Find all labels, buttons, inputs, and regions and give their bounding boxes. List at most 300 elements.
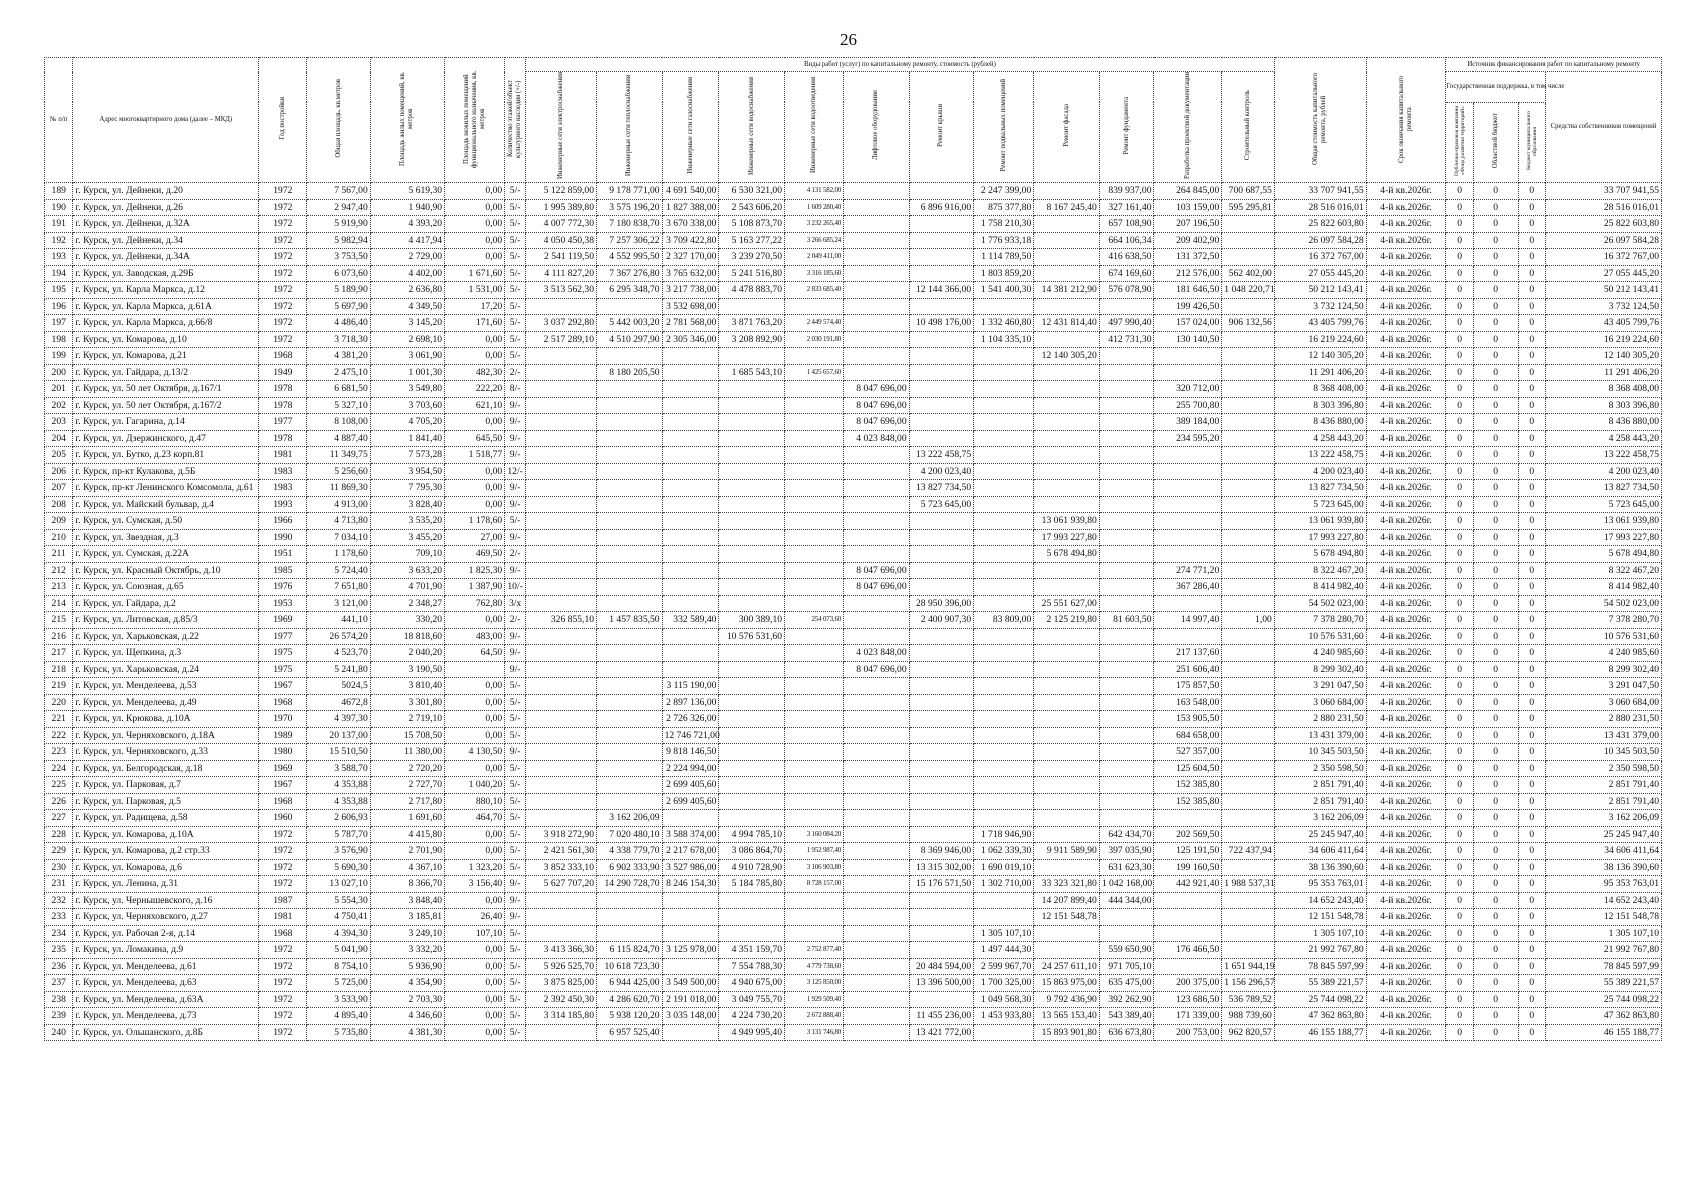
row-water: 4 940 675,00 xyxy=(719,975,785,992)
row-total: 3 060 684,00 xyxy=(1274,694,1366,711)
row-total-area: 3 753,50 xyxy=(307,249,370,266)
row-basement: 2 599 967,70 xyxy=(974,958,1034,975)
row-water: 4 478 883,70 xyxy=(719,282,785,299)
capital-repair-table xyxy=(44,57,1662,1041)
row-address: г. Курск, ул. Ломакина, д.9 xyxy=(73,942,259,959)
row-control xyxy=(1222,595,1275,612)
row-power: 4 111 827,20 xyxy=(525,265,596,282)
row-design xyxy=(1154,925,1222,942)
row-term: 4-й кв.2026г. xyxy=(1366,249,1446,266)
row-fund: 0 xyxy=(1446,727,1473,744)
row-address: г. Курск, ул. Менделеева, д.53 xyxy=(73,678,259,695)
row-regional: 0 xyxy=(1473,942,1518,959)
table-row xyxy=(45,1008,1662,1025)
row-control xyxy=(1222,760,1275,777)
row-roof xyxy=(909,513,973,530)
row-control: 906 132,56 xyxy=(1222,315,1275,332)
row-heat xyxy=(597,628,663,645)
row-total: 8 299 302,40 xyxy=(1274,661,1366,678)
table-row xyxy=(45,232,1662,249)
row-facade xyxy=(1034,744,1100,761)
row-heat: 14 290 728,70 xyxy=(597,876,663,893)
row-facade: 12 140 305,20 xyxy=(1034,348,1100,365)
row-year: 1985 xyxy=(259,562,307,579)
row-owners: 5 678 494,80 xyxy=(1545,546,1661,563)
row-living-area: 3 249,10 xyxy=(370,925,444,942)
row-water xyxy=(719,925,785,942)
row-regional: 0 xyxy=(1473,793,1518,810)
row-roof: 5 723 645,00 xyxy=(909,496,973,513)
row-sewer: 2 049 411,00 xyxy=(785,249,844,266)
row-term: 4-й кв.2026г. xyxy=(1366,1024,1446,1041)
row-regional: 0 xyxy=(1473,216,1518,233)
row-design: 251 606,40 xyxy=(1154,661,1222,678)
row-address: г. Курск, ул. Карла Маркса, д.61А xyxy=(73,298,259,315)
row-nonliving-area: 0,00 xyxy=(445,694,505,711)
row-term: 4-й кв.2026г. xyxy=(1366,810,1446,827)
row-year: 1990 xyxy=(259,529,307,546)
row-basement xyxy=(974,727,1034,744)
row-control xyxy=(1222,430,1275,447)
row-basement xyxy=(974,463,1034,480)
row-control xyxy=(1222,546,1275,563)
row-year: 1967 xyxy=(259,777,307,794)
header-control: Строительный контроль xyxy=(1244,90,1252,161)
row-municipal: 0 xyxy=(1518,892,1545,909)
row-power xyxy=(525,810,596,827)
row-gas xyxy=(662,909,719,926)
table-row xyxy=(45,958,1662,975)
row-fund: 0 xyxy=(1446,414,1473,431)
row-design xyxy=(1154,909,1222,926)
row-foundation: 1 042 168,00 xyxy=(1099,876,1154,893)
row-total-area: 2 606,93 xyxy=(307,810,370,827)
row-water xyxy=(719,496,785,513)
row-sewer xyxy=(785,529,844,546)
row-basement xyxy=(974,760,1034,777)
row-year: 1972 xyxy=(259,1024,307,1041)
row-heat: 6 115 824,70 xyxy=(597,942,663,959)
row-num: 223 xyxy=(45,744,73,761)
row-address: г. Курск, ул. Дейнеки, д.34 xyxy=(73,232,259,249)
row-basement: 1 690 019,10 xyxy=(974,859,1034,876)
row-design: 103 159,00 xyxy=(1154,199,1222,216)
row-heat xyxy=(597,744,663,761)
row-design: 125 604,50 xyxy=(1154,760,1222,777)
row-basement xyxy=(974,628,1034,645)
row-owners: 5 723 645,00 xyxy=(1545,496,1661,513)
row-address: г. Курск, ул. Ольшанского, д.8Б xyxy=(73,1024,259,1041)
table-row xyxy=(45,463,1662,480)
row-owners: 8 303 396,80 xyxy=(1545,397,1661,414)
row-gas xyxy=(662,348,719,365)
row-nonliving-area: 464,70 xyxy=(445,810,505,827)
row-floors: 12/- xyxy=(505,463,526,480)
row-sewer xyxy=(785,447,844,464)
row-gas xyxy=(662,546,719,563)
row-nonliving-area: 0,00 xyxy=(445,826,505,843)
row-facade xyxy=(1034,331,1100,348)
row-power xyxy=(525,546,596,563)
row-heat xyxy=(597,711,663,728)
row-num: 239 xyxy=(45,1008,73,1025)
row-nonliving-area: 0,00 xyxy=(445,331,505,348)
row-address: г. Курск, ул. Белгородская, д.18 xyxy=(73,760,259,777)
row-floors: 5/- xyxy=(505,826,526,843)
row-address: г. Курск, ул. Комарова, д.6 xyxy=(73,859,259,876)
row-lift xyxy=(844,793,910,810)
row-fund: 0 xyxy=(1446,183,1473,200)
row-heat xyxy=(597,562,663,579)
row-gas xyxy=(662,381,719,398)
row-living-area: 3 190,50 xyxy=(370,661,444,678)
row-basement xyxy=(974,777,1034,794)
row-lift xyxy=(844,612,910,629)
row-gas: 2 897 136,00 xyxy=(662,694,719,711)
row-num: 205 xyxy=(45,447,73,464)
row-gas xyxy=(662,480,719,497)
row-regional: 0 xyxy=(1473,925,1518,942)
row-address: г. Курск, ул. Звездная, д.3 xyxy=(73,529,259,546)
row-roof xyxy=(909,364,973,381)
row-basement: 1 758 210,30 xyxy=(974,216,1034,233)
row-foundation: 327 161,40 xyxy=(1099,199,1154,216)
row-foundation xyxy=(1099,381,1154,398)
row-design xyxy=(1154,447,1222,464)
row-facade: 12 151 548,78 xyxy=(1034,909,1100,926)
row-water xyxy=(719,414,785,431)
row-gas: 1 827 388,00 xyxy=(662,199,719,216)
row-living-area: 5 619,30 xyxy=(370,183,444,200)
row-sewer: 3 125 850,00 xyxy=(785,975,844,992)
row-living-area: 8 366,70 xyxy=(370,876,444,893)
row-sewer: 1 952 987,40 xyxy=(785,843,844,860)
row-regional: 0 xyxy=(1473,414,1518,431)
row-num: 208 xyxy=(45,496,73,513)
row-num: 218 xyxy=(45,661,73,678)
row-total-area: 8 754,10 xyxy=(307,958,370,975)
row-total-area: 4 713,80 xyxy=(307,513,370,530)
row-basement xyxy=(974,744,1034,761)
row-regional: 0 xyxy=(1473,513,1518,530)
row-term: 4-й кв.2026г. xyxy=(1366,414,1446,431)
row-design xyxy=(1154,480,1222,497)
header-basement: Ремонт подвальных помещений xyxy=(999,79,1007,172)
row-gas: 3 527 986,00 xyxy=(662,859,719,876)
row-sewer: 8 728 157,00 xyxy=(785,876,844,893)
row-year: 1972 xyxy=(259,859,307,876)
header-works-group: Виды работ (услуг) по капитальному ремонту, стоимость (рублей) xyxy=(525,58,1274,72)
row-foundation: 444 344,00 xyxy=(1099,892,1154,909)
row-water xyxy=(719,793,785,810)
row-municipal: 0 xyxy=(1518,348,1545,365)
row-term: 4-й кв.2026г. xyxy=(1366,859,1446,876)
row-municipal: 0 xyxy=(1518,562,1545,579)
row-basement xyxy=(974,364,1034,381)
row-term: 4-й кв.2026г. xyxy=(1366,991,1446,1008)
row-design: 684 658,00 xyxy=(1154,727,1222,744)
row-roof xyxy=(909,777,973,794)
row-facade xyxy=(1034,727,1100,744)
row-nonliving-area: 0,00 xyxy=(445,232,505,249)
header-power: Инженерные сети электроснабжения xyxy=(557,72,564,179)
row-year: 1972 xyxy=(259,249,307,266)
row-total-area: 4 486,40 xyxy=(307,315,370,332)
row-address: г. Курск, ул. Менделеева, д.49 xyxy=(73,694,259,711)
row-lift: 4 023 848,00 xyxy=(844,645,910,662)
row-basement xyxy=(974,480,1034,497)
row-foundation xyxy=(1099,298,1154,315)
row-total-area: 5 725,00 xyxy=(307,975,370,992)
row-water xyxy=(719,694,785,711)
row-design: 234 595,20 xyxy=(1154,430,1222,447)
row-living-area: 3 145,20 xyxy=(370,315,444,332)
table-row xyxy=(45,546,1662,563)
row-design xyxy=(1154,463,1222,480)
row-facade: 13 565 153,40 xyxy=(1034,1008,1100,1025)
row-basement xyxy=(974,711,1034,728)
row-floors: 5/- xyxy=(505,793,526,810)
row-living-area: 2 636,80 xyxy=(370,282,444,299)
header-fund: Публично-правовая компания «Фонд развития территорий» xyxy=(1453,105,1466,176)
row-sewer xyxy=(785,381,844,398)
row-power xyxy=(525,414,596,431)
row-term: 4-й кв.2026г. xyxy=(1366,562,1446,579)
row-sewer: 1 425 657,60 xyxy=(785,364,844,381)
row-lift xyxy=(844,249,910,266)
row-design: 125 191,50 xyxy=(1154,843,1222,860)
row-basement: 1 700 325,00 xyxy=(974,975,1034,992)
row-year: 1972 xyxy=(259,298,307,315)
row-water: 2 543 606,20 xyxy=(719,199,785,216)
row-owners: 2 851 791,40 xyxy=(1545,793,1661,810)
row-fund: 0 xyxy=(1446,579,1473,596)
row-design: 264 845,00 xyxy=(1154,183,1222,200)
row-municipal: 0 xyxy=(1518,810,1545,827)
header-facade: Ремонт фасада xyxy=(1062,104,1070,147)
header-roof: Ремонт крыши xyxy=(937,104,945,147)
row-num: 199 xyxy=(45,348,73,365)
row-facade xyxy=(1034,414,1100,431)
row-nonliving-area: 171,60 xyxy=(445,315,505,332)
row-living-area: 7 573,28 xyxy=(370,447,444,464)
row-power: 5 627 707,20 xyxy=(525,876,596,893)
table-row xyxy=(45,711,1662,728)
table-row xyxy=(45,265,1662,282)
row-power xyxy=(525,463,596,480)
row-address: г. Курск, ул. 50 лет Октября, д.167/1 xyxy=(73,381,259,398)
row-fund: 0 xyxy=(1446,232,1473,249)
row-living-area: 4 417,94 xyxy=(370,232,444,249)
row-control xyxy=(1222,694,1275,711)
table-row xyxy=(45,348,1662,365)
row-floors: 9/- xyxy=(505,744,526,761)
row-floors: 10/- xyxy=(505,579,526,596)
row-roof xyxy=(909,678,973,695)
table-body xyxy=(45,183,1662,1041)
row-facade: 14 207 899,40 xyxy=(1034,892,1100,909)
row-num: 224 xyxy=(45,760,73,777)
row-design: 130 140,50 xyxy=(1154,331,1222,348)
row-design: 389 184,00 xyxy=(1154,414,1222,431)
row-fund: 0 xyxy=(1446,1024,1473,1041)
row-regional: 0 xyxy=(1473,760,1518,777)
row-roof xyxy=(909,645,973,662)
row-nonliving-area: 0,00 xyxy=(445,975,505,992)
row-foundation xyxy=(1099,414,1154,431)
row-living-area: 15 708,50 xyxy=(370,727,444,744)
row-address: г. Курск, ул. Литовская, д.85/3 xyxy=(73,612,259,629)
row-heat xyxy=(597,529,663,546)
row-term: 4-й кв.2026г. xyxy=(1366,612,1446,629)
row-control xyxy=(1222,249,1275,266)
row-owners: 2 880 231,50 xyxy=(1545,711,1661,728)
row-lift: 8 047 696,00 xyxy=(844,562,910,579)
row-power xyxy=(525,628,596,645)
table-row xyxy=(45,678,1662,695)
row-nonliving-area: 0,00 xyxy=(445,183,505,200)
row-floors: 5/- xyxy=(505,810,526,827)
row-lift xyxy=(844,282,910,299)
row-fund: 0 xyxy=(1446,991,1473,1008)
row-basement xyxy=(974,678,1034,695)
row-foundation xyxy=(1099,760,1154,777)
row-floors: 2/- xyxy=(505,612,526,629)
row-sewer xyxy=(785,810,844,827)
row-sewer xyxy=(785,793,844,810)
row-total: 78 845 597,99 xyxy=(1274,958,1366,975)
row-fund: 0 xyxy=(1446,843,1473,860)
row-control xyxy=(1222,645,1275,662)
row-living-area: 4 381,30 xyxy=(370,1024,444,1041)
row-heat xyxy=(597,760,663,777)
row-facade: 33 323 321,80 xyxy=(1034,876,1100,893)
row-term: 4-й кв.2026г. xyxy=(1366,513,1446,530)
row-num: 231 xyxy=(45,876,73,893)
row-basement xyxy=(974,595,1034,612)
row-gas: 9 818 146,50 xyxy=(662,744,719,761)
row-address: г. Курск, пр-кт Ленинского Комсомола, д.61 xyxy=(73,480,259,497)
row-owners: 4 258 443,20 xyxy=(1545,430,1661,447)
row-total: 10 345 503,50 xyxy=(1274,744,1366,761)
row-foundation xyxy=(1099,364,1154,381)
row-power: 3 513 562,30 xyxy=(525,282,596,299)
row-municipal: 0 xyxy=(1518,579,1545,596)
row-regional: 0 xyxy=(1473,612,1518,629)
row-term: 4-й кв.2026г. xyxy=(1366,876,1446,893)
row-term: 4-й кв.2026г. xyxy=(1366,282,1446,299)
row-sewer: 3 160 084,20 xyxy=(785,826,844,843)
row-year: 1987 xyxy=(259,892,307,909)
row-num: 191 xyxy=(45,216,73,233)
row-floors: 5/- xyxy=(505,282,526,299)
row-fund: 0 xyxy=(1446,546,1473,563)
row-regional: 0 xyxy=(1473,397,1518,414)
row-fund: 0 xyxy=(1446,562,1473,579)
row-sewer xyxy=(785,430,844,447)
row-lift xyxy=(844,876,910,893)
row-heat: 7 367 276,80 xyxy=(597,265,663,282)
header-term: Срок окончания капитального ремонта xyxy=(1398,74,1414,163)
row-address: г. Курск, ул. Дейнеки, д.32А xyxy=(73,216,259,233)
row-term: 4-й кв.2026г. xyxy=(1366,496,1446,513)
row-sewer: 4 131 582,00 xyxy=(785,183,844,200)
row-floors: 9/- xyxy=(505,447,526,464)
row-sewer xyxy=(785,777,844,794)
row-lift xyxy=(844,942,910,959)
row-heat: 8 180 205,50 xyxy=(597,364,663,381)
row-municipal: 0 xyxy=(1518,925,1545,942)
row-nonliving-area: 0,00 xyxy=(445,1024,505,1041)
row-foundation xyxy=(1099,463,1154,480)
row-gas xyxy=(662,595,719,612)
row-heat xyxy=(597,909,663,926)
row-facade xyxy=(1034,942,1100,959)
row-owners: 4 200 023,40 xyxy=(1545,463,1661,480)
row-total: 2 880 231,50 xyxy=(1274,711,1366,728)
row-owners: 16 372 767,00 xyxy=(1545,249,1661,266)
row-total-area: 7 651,80 xyxy=(307,579,370,596)
row-total: 25 245 947,40 xyxy=(1274,826,1366,843)
row-control xyxy=(1222,298,1275,315)
row-total-area: 2 947,40 xyxy=(307,199,370,216)
row-foundation xyxy=(1099,562,1154,579)
row-water: 3 208 892,90 xyxy=(719,331,785,348)
row-control xyxy=(1222,414,1275,431)
row-power xyxy=(525,678,596,695)
row-total-area: 8 108,00 xyxy=(307,414,370,431)
row-facade: 9 792 436,90 xyxy=(1034,991,1100,1008)
row-gas: 2 699 405,60 xyxy=(662,777,719,794)
row-control xyxy=(1222,463,1275,480)
row-fund: 0 xyxy=(1446,480,1473,497)
row-power: 4 050 450,38 xyxy=(525,232,596,249)
row-gas xyxy=(662,430,719,447)
row-sewer xyxy=(785,892,844,909)
row-address: г. Курск, ул. Карла Маркса, д.12 xyxy=(73,282,259,299)
row-fund: 0 xyxy=(1446,348,1473,365)
row-num: 196 xyxy=(45,298,73,315)
row-living-area: 3 535,20 xyxy=(370,513,444,530)
row-sewer xyxy=(785,298,844,315)
row-fund: 0 xyxy=(1446,364,1473,381)
row-num: 229 xyxy=(45,843,73,860)
row-term: 4-й кв.2026г. xyxy=(1366,364,1446,381)
row-total: 50 212 143,41 xyxy=(1274,282,1366,299)
row-gas: 332 589,40 xyxy=(662,612,719,629)
row-design xyxy=(1154,958,1222,975)
header-water: Инженерные сети водоснабжения xyxy=(747,76,755,175)
row-gas: 3 532 698,00 xyxy=(662,298,719,315)
row-lift xyxy=(844,892,910,909)
row-nonliving-area: 0,00 xyxy=(445,414,505,431)
row-total-area: 11 869,30 xyxy=(307,480,370,497)
row-facade xyxy=(1034,265,1100,282)
row-water xyxy=(719,579,785,596)
row-owners: 2 851 791,40 xyxy=(1545,777,1661,794)
row-design: 200 375,00 xyxy=(1154,975,1222,992)
row-floors: 5/- xyxy=(505,298,526,315)
row-nonliving-area: 0,00 xyxy=(445,760,505,777)
row-address: г. Курск, ул. Майский бульвар, д.4 xyxy=(73,496,259,513)
table-row xyxy=(45,859,1662,876)
row-municipal: 0 xyxy=(1518,991,1545,1008)
row-municipal: 0 xyxy=(1518,859,1545,876)
row-control xyxy=(1222,678,1275,695)
row-term: 4-й кв.2026г. xyxy=(1366,843,1446,860)
row-roof: 13 421 772,00 xyxy=(909,1024,973,1041)
row-regional: 0 xyxy=(1473,447,1518,464)
